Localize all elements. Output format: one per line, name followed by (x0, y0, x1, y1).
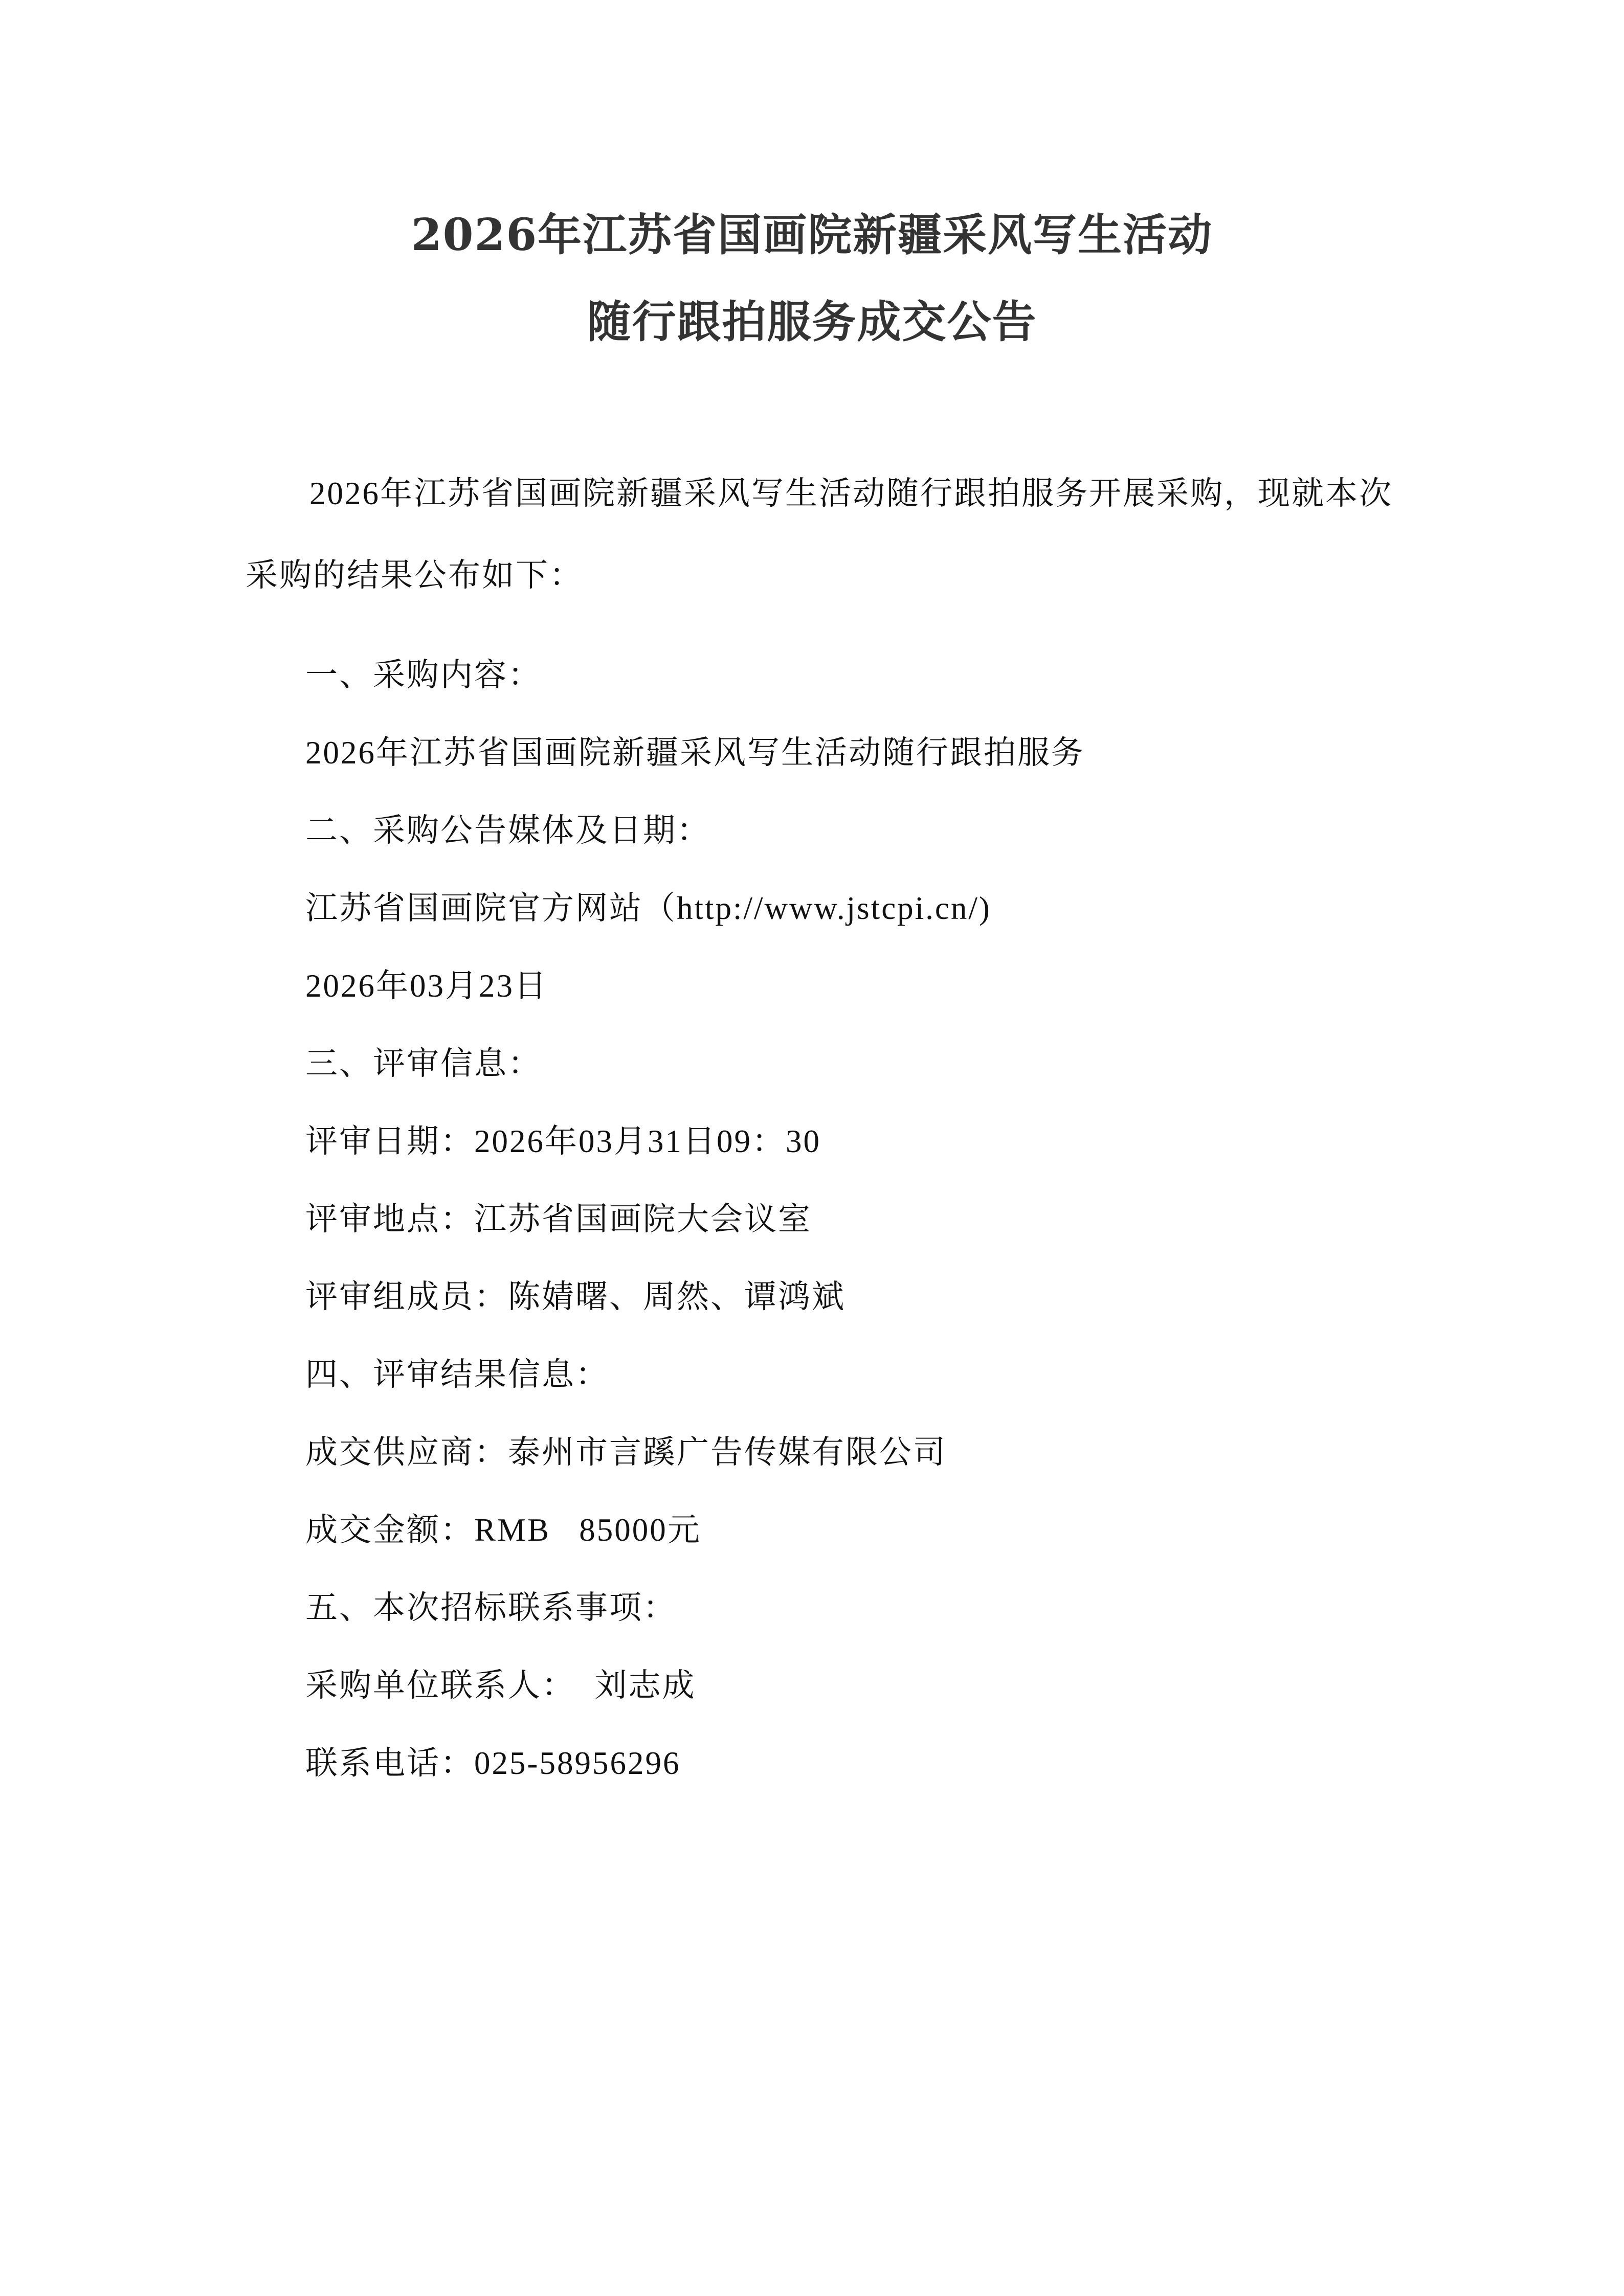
intro-paragraph-line-1: 2026年江苏省国画院新疆采风写生活动随行跟拍服务开展采购，现就本次 (309, 476, 1393, 511)
transaction-amount: 成交金额：RMB 85000元 (305, 1512, 701, 1548)
section-heading-review-info: 三、评审信息： (305, 1046, 542, 1082)
section-heading-contact: 五、本次招标联系事项： (305, 1590, 677, 1626)
section-heading-procurement-content: 一、采购内容： (305, 657, 542, 693)
contact-phone: 联系电话：025-58956296 (305, 1745, 681, 1781)
review-panel-members: 评审组成员：陈婧曙、周然、谭鸿斌 (305, 1279, 846, 1315)
announcement-date: 2026年03月23日 (305, 968, 548, 1004)
winning-supplier: 成交供应商：泰州市言蹊广告传媒有限公司 (305, 1434, 947, 1470)
intro-paragraph-line-2: 采购的结果公布如下： (246, 557, 583, 593)
section-heading-announcement-media: 二、采购公告媒体及日期： (305, 813, 710, 848)
contact-person: 采购单位联系人： 刘志成 (305, 1668, 696, 1703)
review-date: 评审日期：2026年03月31日09：30 (305, 1123, 821, 1159)
announcement-media-website: 江苏省国画院官方网站（http://www.jstcpi.cn/) (305, 890, 991, 926)
document-title-line-1: 2026年江苏省国画院新疆采风写生活动 (411, 209, 1213, 261)
procurement-content-text: 2026年江苏省国画院新疆采风写生活动随行跟拍服务 (305, 735, 1085, 771)
review-location: 评审地点：江苏省国画院大会议室 (305, 1201, 812, 1237)
section-heading-review-result: 四、评审结果信息： (305, 1357, 609, 1392)
document-title-line-2: 随行跟拍服务成交公告 (587, 296, 1037, 348)
